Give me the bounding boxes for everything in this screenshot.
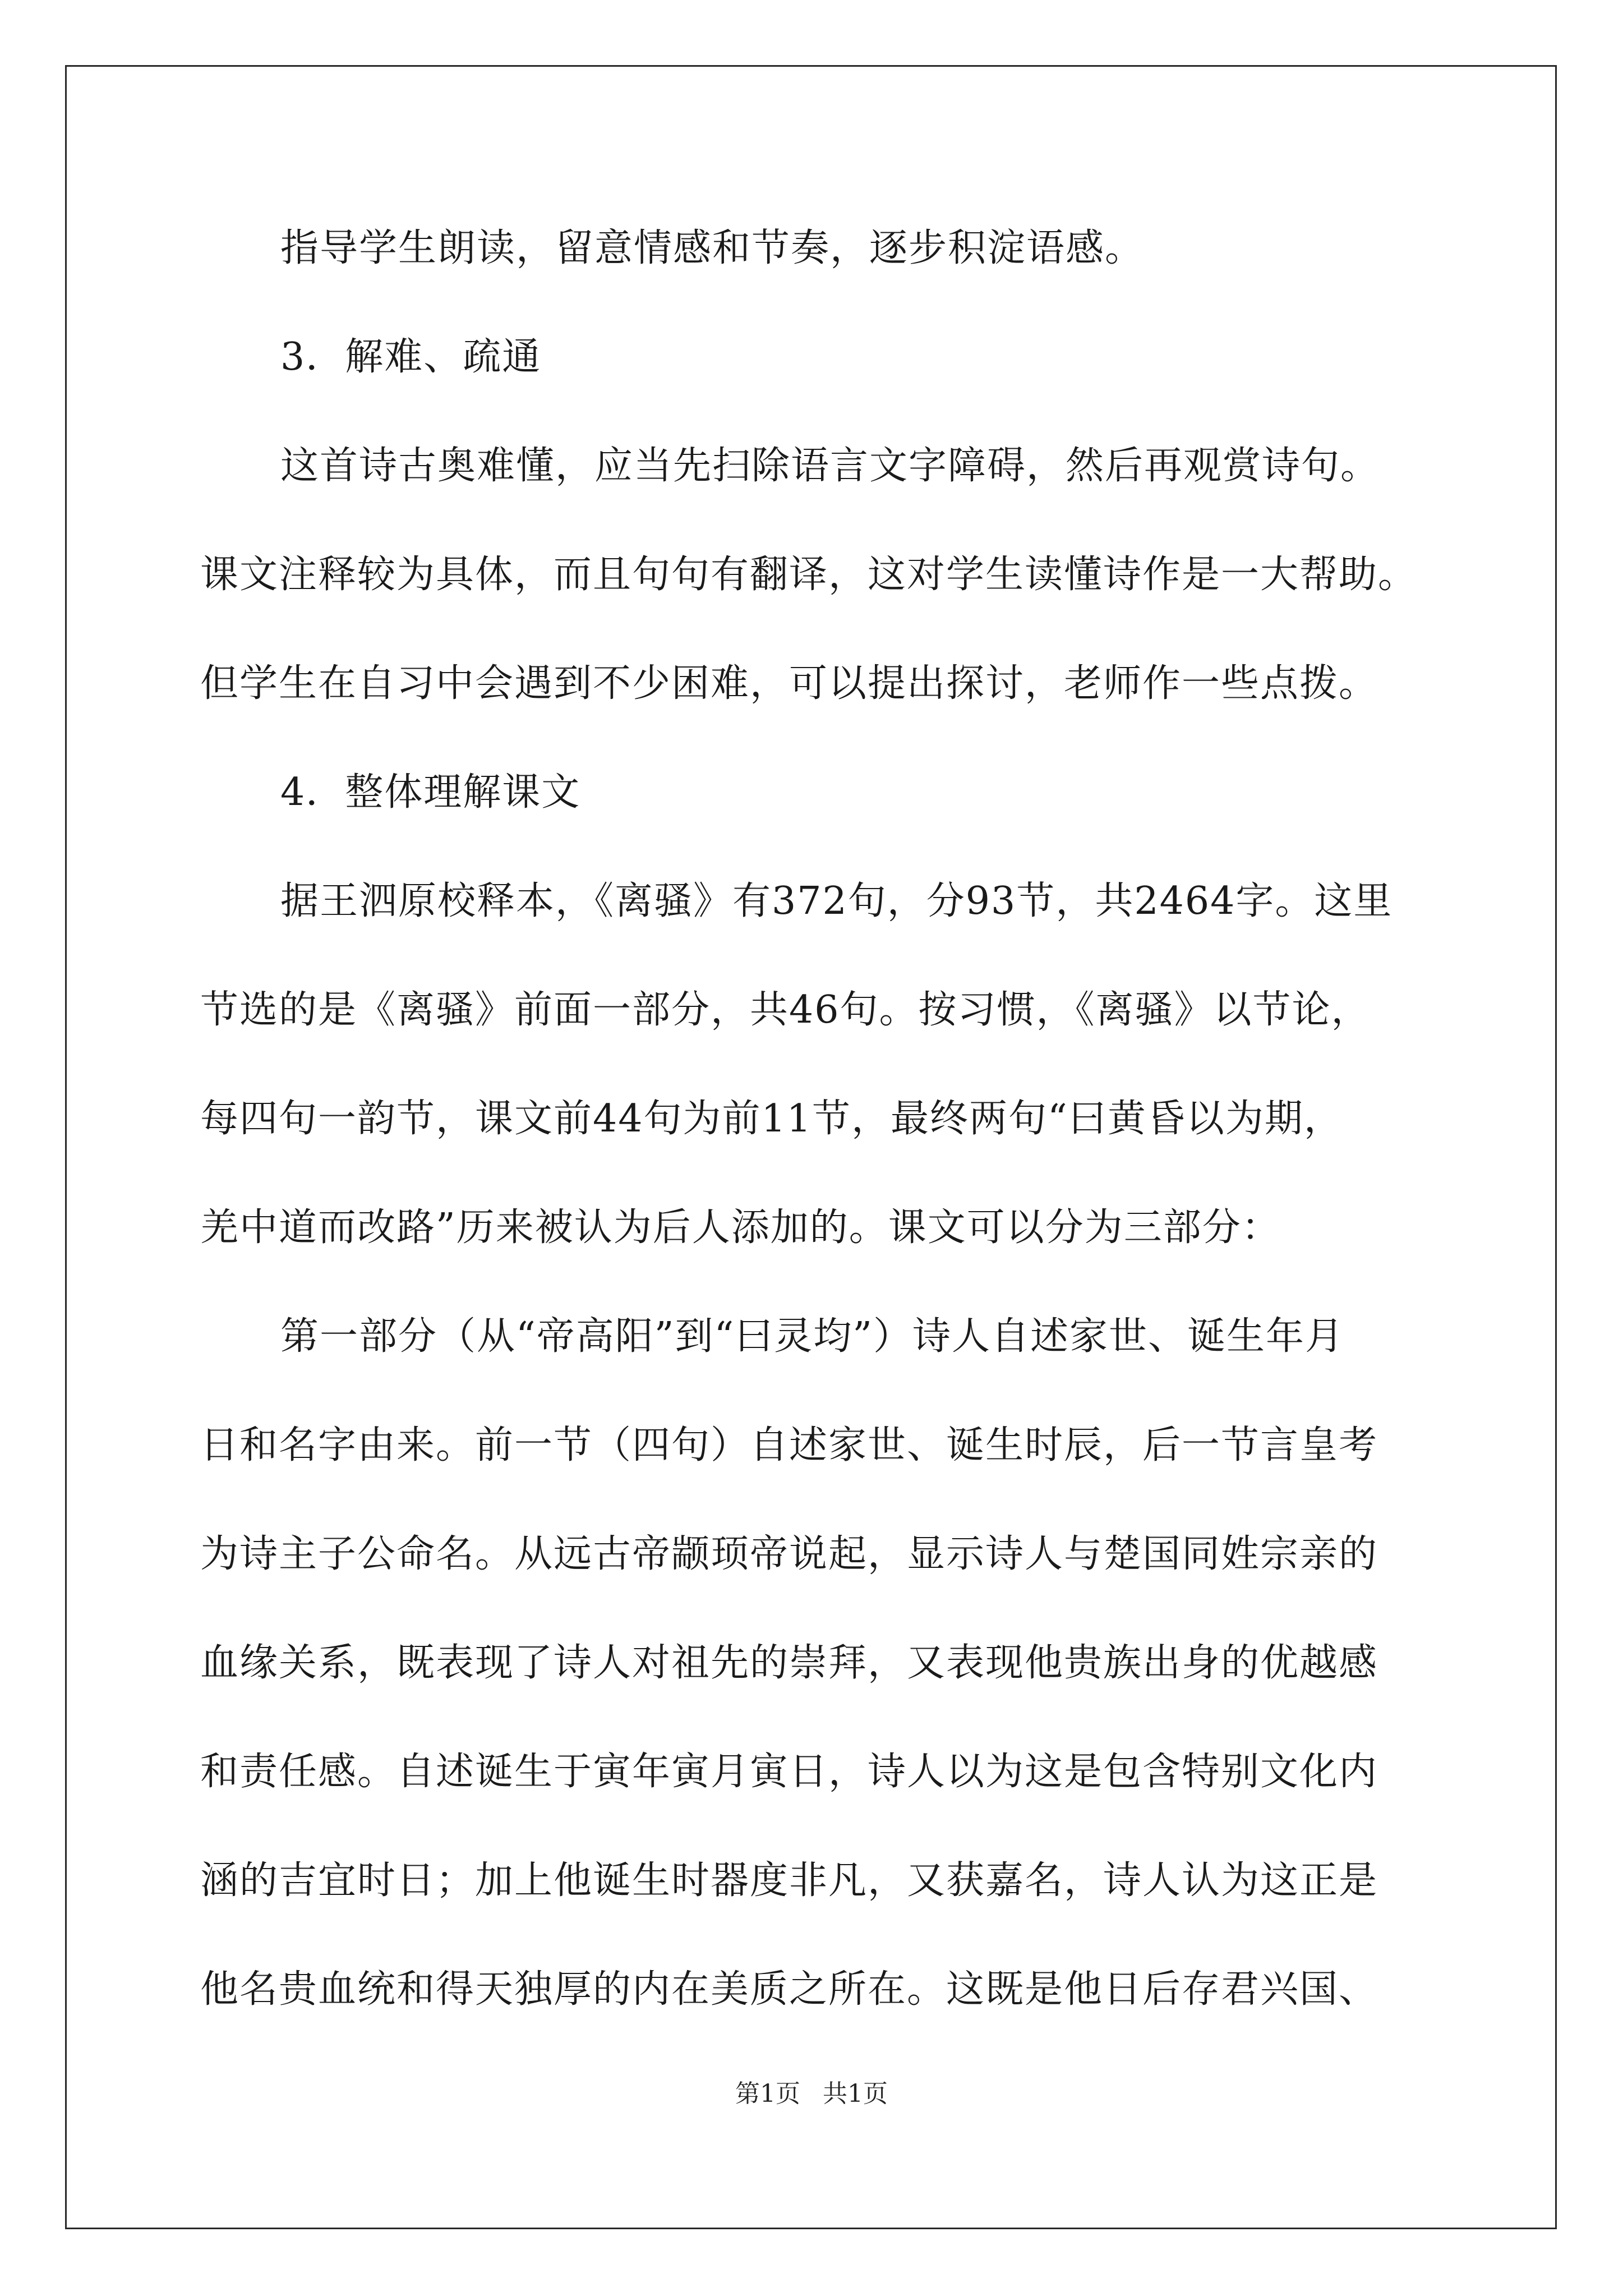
text-line: 但学生在自习中会遇到不少困难，可以提出探讨，老师作一些点拨。 [200,661,1378,706]
text-line: 羌中道而改路”历来被认为后人添加的。课文可以分为三部分： [200,1205,1281,1250]
page-number: 第1页 [735,2079,800,2108]
text-line: 课文注释较为具体，而且句句有翻译，这对学生读懂诗作是一大帮助。 [200,553,1418,597]
page-footer [0,2077,1623,2111]
section-heading: 3．解难、疏通 [280,335,542,379]
text-line: 为诗主子公命名。从远古帝颛顼帝说起，显示诗人与楚国同姓宗亲的 [200,1532,1378,1576]
text-line: 节选的是《离骚》前面一部分，共46句。按习惯，《离骚》以节论， [200,988,1371,1032]
text-line: 这首诗古奥难懂，应当先扫除语言文字障碍，然后再观赏诗句。 [280,444,1380,488]
text-line: 每四句一韵节，课文前44句为前11节，最终两句“曰黄昏以为期， [200,1097,1343,1141]
page-total: 共1页 [823,2079,888,2108]
text-line: 据王泗原校释本，《离骚》有372句，分93节，共2464字。这里 [280,879,1393,923]
text-line: 他名贵血统和得天独厚的内在美质之所在。这既是他日后存君兴国、 [200,1967,1378,2012]
text-line: 日和名字由来。前一节（四句）自述家世、诞生时辰，后一节言皇考 [200,1423,1378,1467]
text-line: 指导学生朗读，留意情感和节奏，逐步积淀语感。 [280,226,1145,270]
text-line: 血缘关系，既表现了诗人对祖先的崇拜，又表现他贵族出身的优越感 [200,1641,1378,1685]
text-line: 和责任感。自述诞生于寅年寅月寅日，诗人以为这是包含特别文化内 [200,1750,1378,1794]
section-heading: 4．整体理解课文 [280,770,581,815]
text-line: 涵的吉宜时日；加上他诞生时器度非凡，又获嘉名，诗人认为这正是 [200,1858,1378,1903]
text-line: 第一部分（从“帝高阳”到“曰灵均”）诗人自述家世、诞生年月 [280,1314,1345,1359]
